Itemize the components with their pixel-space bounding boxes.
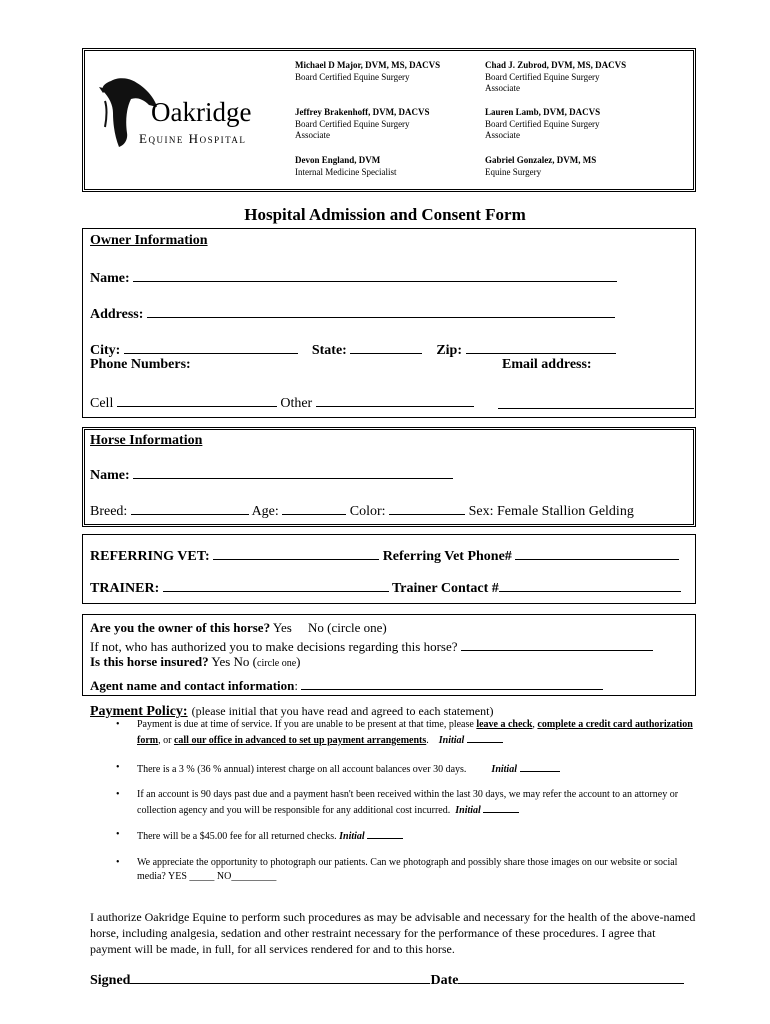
trainer-field[interactable] xyxy=(163,578,389,592)
payment-arrangements-link: call our office in advanced to set up payment arrangements xyxy=(173,735,427,746)
payment-bullet-5: We appreciate the opportunity to photograph our patients. Can we photograph and possibly share those images on our website or social media? YES _____ NO_________ xyxy=(137,857,678,882)
age-field[interactable] xyxy=(282,501,346,515)
email-address-label: Email address: xyxy=(502,357,592,372)
initial-field-2[interactable] xyxy=(520,761,560,772)
initial-field-3[interactable] xyxy=(483,802,519,813)
doctor-3: Jeffrey Brakenhoff, DVM, DACVS Board Certified Equine Surgery Associate xyxy=(295,107,430,140)
owner-name-field[interactable] xyxy=(133,268,617,282)
authorized-question: If not, who has authorized you to make decisions regarding this horse? xyxy=(90,637,653,655)
date-field[interactable] xyxy=(458,970,684,984)
initial-field-4[interactable] xyxy=(367,828,403,839)
payment-bullet-1: Payment is due at time of service. If you are unable to be present at that time, please leave a check, complete a credit card authorization form, or call our office in advanced to set up payment arrangements. Initial xyxy=(137,719,693,746)
form-title: Hospital Admission and Consent Form xyxy=(244,205,526,224)
doctor-4: Lauren Lamb, DVM, DACVS Board Certified Equine Surgery Associate xyxy=(485,107,601,140)
owner-city-row: City: State: Zip: xyxy=(90,340,630,359)
letterhead xyxy=(82,48,696,192)
owner-name-row: Name: xyxy=(90,268,630,287)
doctor-6: Gabriel Gonzalez, DVM, MS Equine Surgery xyxy=(485,155,597,177)
credit-card-form-link: complete a credit card authorization form xyxy=(137,719,693,746)
owner-phone-row: Cell Other xyxy=(90,393,700,412)
bullet-icon: • xyxy=(116,829,120,840)
authorization-paragraph: I authorize Oakridge Equine to perform such procedures as may be advisable and necessary for the health of the above-named horse, including analgesia, sedation and other restraint necessary for the performance of these procedures. I agree that payment will be made, in full, for all services rendered for and to this horse. xyxy=(90,910,696,956)
owner-state-field[interactable] xyxy=(350,340,422,354)
cell-phone-field[interactable] xyxy=(117,393,277,407)
leave-check-link: leave a check xyxy=(476,719,533,730)
doctor-1: Michael D Major, DVM, MS, DACVS Board Certified Equine Surgery xyxy=(295,60,441,82)
agent-contact-field[interactable] xyxy=(301,676,603,690)
owner-question: Are you the owner of this horse? Yes No (circle one) xyxy=(90,620,387,635)
signature-row: Signed Date xyxy=(90,970,684,989)
owner-information-section xyxy=(82,228,696,418)
owner-address-row: Address: xyxy=(90,304,630,323)
trainer-contact-field[interactable] xyxy=(499,578,681,592)
owner-address-field[interactable] xyxy=(147,304,615,318)
color-field[interactable] xyxy=(389,501,465,515)
email-field[interactable] xyxy=(498,395,694,409)
doctor-2: Chad J. Zubrod, DVM, MS, DACVS Board Certified Equine Surgery Associate xyxy=(485,60,627,93)
horse-heading: Horse Information xyxy=(90,433,203,448)
owner-city-field[interactable] xyxy=(124,340,298,354)
sex-options[interactable]: Female Stallion Gelding xyxy=(496,504,634,519)
horse-name-field[interactable] xyxy=(133,465,453,479)
owner-yes-no-options[interactable]: Yes No (circle one) xyxy=(272,620,387,635)
signature-field[interactable] xyxy=(130,970,430,984)
initial-field-1[interactable] xyxy=(467,732,503,743)
insured-question: Is this horse insured? Yes No (circle one) xyxy=(90,654,301,669)
doctor-5: Devon England, DVM Internal Medicine Specialist xyxy=(295,155,397,177)
payment-bullet-2: There is a 3 % (36 % annual) interest charge on all account balances over 30 days. Initial xyxy=(137,761,707,777)
referring-vet-row: REFERRING VET: Referring Vet Phone# xyxy=(90,546,679,565)
referring-vet-field[interactable] xyxy=(213,546,379,560)
insured-yes-no-options[interactable]: Yes No ( xyxy=(211,654,258,669)
owner-zip-field[interactable] xyxy=(466,340,616,354)
logo-name: Oakridge xyxy=(151,97,252,127)
owner-heading: Owner Information xyxy=(90,233,208,248)
logo-subtitle: Equine Hospital xyxy=(139,131,247,146)
horse-name-row: Name: xyxy=(90,465,453,484)
payment-bullet-3: If an account is 90 days past due and a payment hasn't been received within the last 30 days, we may refer the account to an attorney or collection agency and you will be responsible for any additional cost incurred. Initial xyxy=(137,789,679,816)
bullet-icon: • xyxy=(116,719,120,730)
trainer-row: TRAINER: Trainer Contact # xyxy=(90,578,681,597)
bullet-icon: • xyxy=(116,762,120,773)
payment-bullet-4: There will be a $45.00 fee for all returned checks. Initial xyxy=(137,828,697,844)
horse-details-row: Breed: Age: Color: Sex: Female Stallion Gelding xyxy=(90,501,690,520)
agent-row: Agent name and contact information: xyxy=(90,676,603,694)
bullet-icon: • xyxy=(116,789,120,800)
bullet-icon: • xyxy=(116,857,120,868)
referring-vet-phone-field[interactable] xyxy=(515,546,679,560)
phone-numbers-label: Phone Numbers: xyxy=(90,357,191,372)
breed-field[interactable] xyxy=(131,501,249,515)
payment-policy-heading-row: Payment Policy: (please initial that you have read and agreed to each statement) xyxy=(90,704,494,719)
other-phone-field[interactable] xyxy=(316,393,474,407)
authorized-person-field[interactable] xyxy=(461,637,653,651)
